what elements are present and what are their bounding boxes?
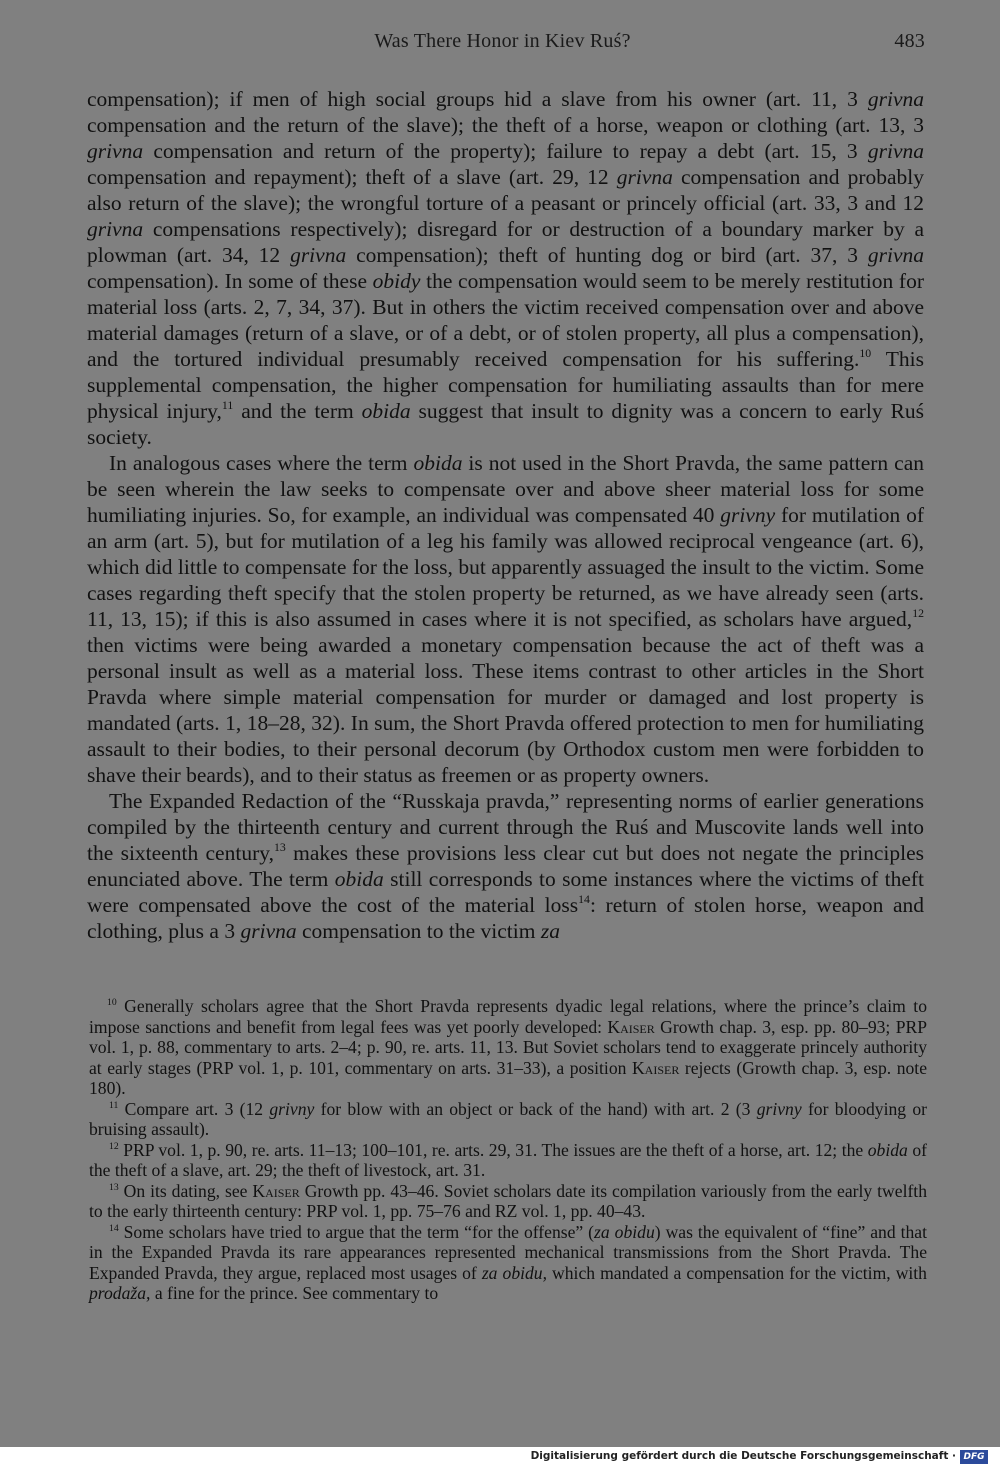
running-header (80, 30, 925, 60)
text-run: compensations respectively); disregard for or destruction of a boundary marker by a plowman (art. 34, 12 (87, 217, 924, 267)
text-run: Generally scholars agree that the Short Pravda represents dyadic legal relations, where the prince’s claim to impose sanctions and benefit from legal fees was yet poorly developed: (89, 996, 927, 1037)
text-run: suggest that insult to dignity was a concern to early Ruś society. (87, 399, 924, 449)
italic-run: grivna (616, 165, 673, 189)
text-run: The Expanded Redaction of the “Russkaja pravda,” representing norms of earlier generations compiled by the thirteenth century and current through the Ruś and Muscovite lands well into the sixteenth century, (87, 789, 924, 865)
text-run: then victims were being awarded a monetary compensation because the act of theft was a personal insult as well as a material loss. These items contrast to other articles in the Short Pravda where simple material compensation for murder or damaged and lost property is mandated (arts. 1, 18–28, 32). In sum, the Short Pravda offered protection to men for humiliating assault to their bodies, to their personal decorum (by Orthodox custom men were forbidden to shave their beards), and to their status as freemen or as property owners. (87, 633, 924, 787)
text-run: compensation); theft of hunting dog or bird (art. 37, 3 (346, 243, 868, 267)
text-run: compensation and the return of the slave); the theft of a horse, weapon or clothing (art. 13, 3 (87, 113, 924, 137)
footnote-ref: 11 (221, 398, 234, 413)
dfg-logo: DFG (960, 1450, 988, 1464)
text-run: is not used in the Short Pravda, the same pattern can be seen wherein the law seeks to compensate over and above sheer material loss for some humiliating injuries. So, for example, an individual was compensated 40 (87, 451, 924, 527)
page-number: 483 (894, 30, 925, 52)
text-run: and the term (233, 399, 362, 423)
footnotes (89, 996, 927, 1304)
text-run: Compare art. 3 (12 (118, 1098, 270, 1119)
italic-run: prodaža, (89, 1283, 151, 1303)
author-name: Kaiser (631, 1057, 680, 1078)
footnote-ref: 12 (109, 1140, 119, 1152)
italic-run: obida (867, 1139, 908, 1160)
text-run: This supplemental compensation, the higher compensation for humiliating assaults than for mere physical injury, (87, 347, 924, 423)
text-run: ) was the equivalent of “fine” and that in the Expanded Pravda its rare appearances represented mechanical transmissions from the Short Pravda. The Expanded Pravda, they argue, replaced most usages of (89, 1221, 927, 1283)
footnote-13 (89, 1181, 927, 1222)
text-run: rejects (Growth chap. 3, esp. note 180). (89, 1057, 927, 1098)
footnote-ref: 14 (109, 1222, 119, 1234)
text-run: which mandated a compensation for the victim, with (547, 1262, 927, 1283)
italic-run: obida (361, 399, 411, 423)
italic-run: grivna (867, 87, 924, 111)
italic-run: grivna (240, 919, 297, 943)
italic-run: grivna (867, 243, 925, 267)
paragraph (87, 788, 924, 944)
text-run: compensation and repayment); theft of a slave (art. 29, 12 (87, 165, 617, 189)
text-run: Growth pp. 43–46. Soviet scholars date its compilation variously from the early twelfth to the early thirteenth century: PRP vol. 1, pp. 75–76 and RZ vol. 1, pp. 40–43. (89, 1180, 927, 1221)
italic-run: grivna (290, 243, 347, 267)
italic-run: grivny (756, 1098, 802, 1119)
text-run: a fine for the prince. See commentary to (150, 1283, 439, 1303)
text-run: In analogous cases where the term (109, 451, 414, 475)
footnote-ref: 10 (859, 346, 872, 361)
footnote-ref: 10 (107, 996, 117, 1008)
italic-run: grivna (867, 139, 924, 163)
text-run: for mutilation of an arm (art. 5), but for mutilation of a leg his family was allowed reciprocal vengeance (art. 6), which did little to compensate for the loss, but apparently assuaged the insult to the victim. Some cases regarding theft specify that the stolen property be returned, as we have already seen (arts. 11, 13, 15); if this is also assumed in cases where it is not specified, as scholars have argued, (87, 503, 925, 631)
italic-run: grivna (87, 139, 144, 163)
italic-run: grivny (720, 503, 776, 527)
paragraph (87, 450, 924, 788)
italic-run: grivna (87, 217, 144, 241)
main-text (87, 86, 924, 944)
text-run: of the theft of a slave, art. 29; the theft of livestock, art. 31. (89, 1139, 927, 1180)
text-run: the compensation would seem to be merely restitution for material loss (arts. 2, 7, 34, 37). But in others the victim received compensation over and above material damages (return of a slave, or of a debt, or of stolen property, all plus a compensation), and the tortured individual presumably received compensation for his suffering. (87, 269, 924, 371)
footnote-11 (89, 1099, 927, 1140)
footnote-ref: 14 (578, 892, 590, 907)
footer-credit: Digitalisierung gefördert durch die Deutsche Forschungsgemeinschaft · (530, 1450, 956, 1462)
italic-run: grivny (269, 1098, 315, 1119)
text-run: compensation); if men of high social groups hid a slave from his owner (art. 11, 3 (87, 87, 868, 111)
italic-run: obida (413, 451, 463, 475)
text-run: : return of stolen horse, weapon and clothing, plus a 3 (87, 893, 924, 943)
text-run: still corresponds to some instances where the victims of theft were compensated above the cost of the material loss (87, 867, 925, 917)
text-run: compensation). In some of these (87, 269, 373, 293)
italic-run: za obidu (594, 1221, 655, 1242)
italic-run: obidy (372, 269, 421, 293)
text-run: Growth chap. 3, esp. pp. 80–93; PRP vol. 1, p. 88, commentary to arts. 2–4; p. 90, re. arts. 11, 13. But Soviet scholars tend to exaggerate princely authority at early stages (PRP vol. 1, p. 101, commentary on arts. 31–33), a position (89, 1016, 927, 1078)
footnote-10 (89, 996, 927, 1099)
author-name: Kaiser (607, 1016, 655, 1037)
text-run: compensation and return of the property); failure to repay a debt (art. 15, 3 (143, 139, 868, 163)
digitization-footer (0, 1447, 1000, 1469)
text-run: makes these provisions less clear cut but does not negate the principles enunciated above. The term (87, 841, 924, 891)
italic-run: obida (334, 867, 384, 891)
text-run: Some scholars have tried to argue that the term “for the offense” ( (118, 1221, 595, 1242)
italic-run: za (540, 919, 560, 943)
text-run: PRP vol. 1, p. 90, re. arts. 11–13; 100–101, re. arts. 29, 31. The issues are the theft of a horse, art. 12; the (118, 1139, 868, 1160)
italic-run: za obidu, (481, 1262, 547, 1283)
text-run: compensation and probably also return of the slave); the wrongful torture of a peasant or princely official (art. 33, 3 and 12 (87, 165, 924, 215)
running-title: Was There Honor in Kiev Ruś? (374, 30, 631, 52)
text-run: for blow with an object or back of the hand) with art. 2 (3 (314, 1098, 757, 1119)
text-run: for bloodying or bruising assault). (89, 1098, 928, 1139)
footnote-14 (89, 1222, 927, 1304)
footnote-ref: 11 (109, 1099, 119, 1111)
author-name: Kaiser (252, 1180, 300, 1201)
text-run: On its dating, see (118, 1180, 253, 1201)
paragraph (87, 86, 924, 450)
footnote-ref: 12 (912, 606, 924, 621)
footnote-ref: 13 (273, 840, 286, 855)
footnote-12 (89, 1140, 927, 1181)
footnote-ref: 13 (109, 1181, 119, 1193)
text-run: compensation to the victim (296, 919, 541, 943)
